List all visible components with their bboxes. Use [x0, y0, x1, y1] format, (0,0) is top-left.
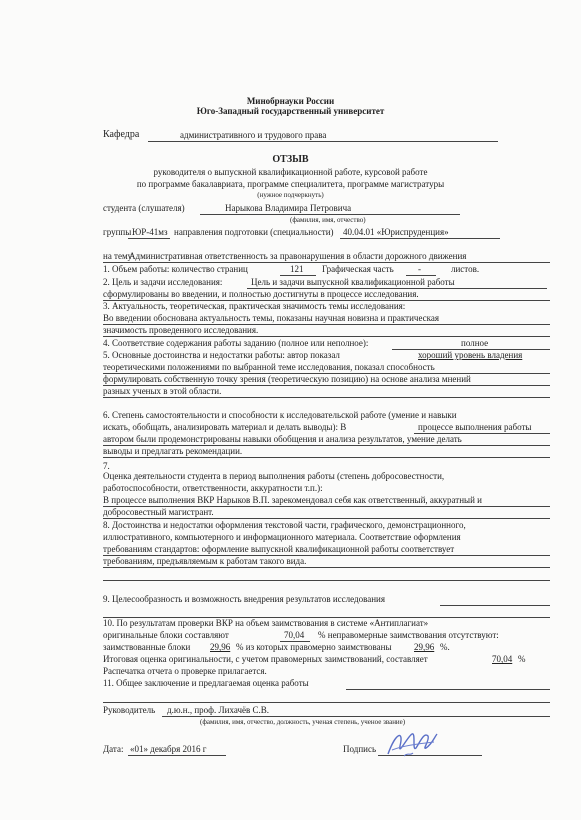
item9-label: 9. Целесообразность и возможность внедрения результатов исследования: [103, 594, 385, 604]
item10-line2a: оригинальные блоки составляют: [103, 630, 229, 640]
item3-label: 3. Актуальность, теоретическая, практическая значимость темы исследования:: [103, 301, 406, 311]
item10-line4b: %: [518, 654, 526, 664]
signature-image: [382, 726, 442, 762]
item3-line2: значимость проведенного исследования.: [103, 325, 259, 335]
student-name: Нарыкова Владимира Петровича: [225, 203, 352, 213]
item7-line4-rule: [103, 518, 550, 519]
department-label: Кафедра: [103, 129, 140, 140]
item2-label: 2. Цель и задачи исследования:: [103, 277, 223, 287]
item8-line4-rule: [103, 567, 550, 568]
item1-pages-line: [280, 275, 316, 276]
signature-label: Подпись: [343, 744, 377, 754]
group-value: ЮР-41мз: [132, 227, 168, 237]
item6-line4: выводы и предлагать рекомендации.: [103, 446, 243, 456]
date-value: «01» декабря 2016 г: [130, 744, 207, 754]
university-name: Юго-Западный государственный университет: [196, 106, 385, 116]
item10-line1: 10. По результатам проверки ВКР на объем заимствования в системе «Антиплагиат»: [103, 618, 429, 628]
item10-line4a: Итоговая оценка оригинальности, с учетом правомерных заимствований, составляет: [103, 654, 428, 664]
item1-label: 1. Объем работы: количество страниц: [103, 264, 248, 274]
item4-label: 4. Соответствие содержания работы заданию (полное или неполное):: [103, 338, 369, 348]
item10-line2b: % неправомерные заимствования отсутствуют:: [318, 630, 499, 640]
direction-label: направления подготовки (специальности): [174, 227, 334, 237]
item7-line2: работоспособности, ответственности, аккуратности т.п.):: [103, 483, 323, 493]
item10-line3-val1: 29,96: [210, 642, 231, 652]
item5-line3: формулировать собственную точку зрения (теоретическую позицию) на основе анализа мнений: [103, 374, 471, 384]
student-label: студента (слушателя): [103, 203, 185, 213]
item10-line3b: % из которых правомерно заимствованы: [236, 642, 392, 652]
group-line: [128, 238, 170, 239]
item8-line3: требованиям стандартов: оформление выпускной квалификационной работы соответствует: [103, 544, 455, 554]
topic-line: [103, 262, 550, 263]
item6-line1: 6. Степень самостоятельности и способности к исследовательской работе (умение и навыки: [103, 410, 457, 420]
item8-extra-rule: [103, 580, 550, 581]
supervisor-value: д.ю.н., проф. Лихачёв С.В.: [167, 705, 269, 715]
item3-line2-rule: [103, 336, 550, 337]
topic-label: на тему: [103, 251, 133, 261]
item1-graphic-value: -: [418, 264, 421, 274]
date-rule: [128, 755, 226, 756]
item6-line2a: искать, обобщать, анализировать материал и делать выводы): В: [103, 422, 347, 432]
item2-line2: сформулированы во введении, и полностью достигнуты в процессе исследования.: [103, 289, 419, 299]
item10-line2-val: 70,04: [284, 630, 305, 640]
item8-line4: требованиям, предъявляемым к работам такого вида.: [103, 556, 307, 566]
supervisor-rule: [162, 716, 550, 717]
item10-line4-val: 70,04: [492, 654, 513, 664]
item2-line1: Цель и задачи выпускной квалификационной работы: [251, 277, 455, 287]
item1-pages: 121: [290, 264, 304, 274]
doc-subtitle-2: по программе бакалавриата, программе специалитета, программе магистратуры: [136, 179, 445, 189]
direction-line: [340, 238, 500, 239]
ministry-name: Минобрнауки России: [246, 96, 335, 106]
item5-line4-rule: [103, 397, 550, 398]
doc-title: ОТЗЫВ: [272, 154, 309, 165]
item4-value: полное: [461, 338, 489, 348]
item6-line4-rule: [103, 457, 550, 458]
item10-line3a: заимствованные блоки: [103, 642, 191, 652]
item5-line1a: 5. Основные достоинства и недостатки работы: автор показал: [103, 350, 340, 360]
item5-line1b: хороший уровень владения: [418, 350, 523, 360]
group-label: группы: [103, 227, 132, 237]
topic-value: Административная ответственность за правонарушения в области дорожного движения: [129, 251, 467, 261]
item1-sheets: листов.: [451, 264, 480, 274]
department-line: [148, 141, 498, 142]
item11-extra-rule: [103, 702, 550, 703]
item7-num: 7.: [103, 461, 110, 471]
item5-line4: разных ученых в этой области.: [103, 386, 222, 396]
item5-line2: теоретическими положениями по выбранной теме исследования, показал способность: [103, 362, 435, 372]
item1-graphic-label: Графическая часть: [322, 264, 394, 274]
item10-line3-val2: 29,96: [414, 642, 435, 652]
item11-rule: [346, 689, 550, 690]
item11-label: 11. Общее заключение и предлагаемая оценка работы: [103, 678, 309, 688]
item3-line1: Во введении обоснована актуальность темы, показаны научная новизна и практическая: [103, 313, 440, 323]
doc-hint: (нужное подчеркнуть): [257, 191, 324, 199]
student-hint: (фамилия, имя, отчество): [290, 216, 366, 224]
item7-line4: добросовестный магистрант.: [103, 507, 214, 517]
item1-graphic-line: [406, 275, 436, 276]
item8-line1: 8. Достоинства и недостатки оформления текстовой части, графического, демонстрационного,: [103, 520, 466, 530]
item9-rule: [440, 605, 550, 606]
item8-line2: иллюстративного, компьютерного и информационного материала. Соответствие оформления: [103, 532, 461, 542]
department-value: административного и трудового права: [180, 130, 327, 140]
student-name-line: [200, 214, 460, 215]
item6-line2b: процессе выполнения работы: [418, 422, 532, 432]
item10-line3c: %.: [440, 642, 450, 652]
item7-line1: Оценка деятельности студента в период выполнения работы (степень добросовестности,: [103, 471, 445, 481]
item10-line5: Распечатка отчета о проверке прилагается.: [103, 666, 267, 676]
direction-value: 40.04.01 «Юриспруденция»: [343, 227, 449, 237]
supervisor-label: Руководитель: [103, 705, 156, 715]
date-label: Дата:: [103, 744, 124, 754]
item7-line3: В процессе выполнения ВКР Нарыков В.П. зарекомендовал себя как ответственный, аккуратный и: [103, 495, 482, 505]
supervisor-hint: (фамилия, имя, отчество, должность, ученая степень, ученое звание): [200, 718, 406, 726]
doc-subtitle-1: руководителя о выпускной квалификационной работе, курсовой работе: [153, 167, 428, 177]
item6-line3: автором были продемонстрированы навыки обобщения и анализа результатов, умение делать: [103, 434, 462, 444]
